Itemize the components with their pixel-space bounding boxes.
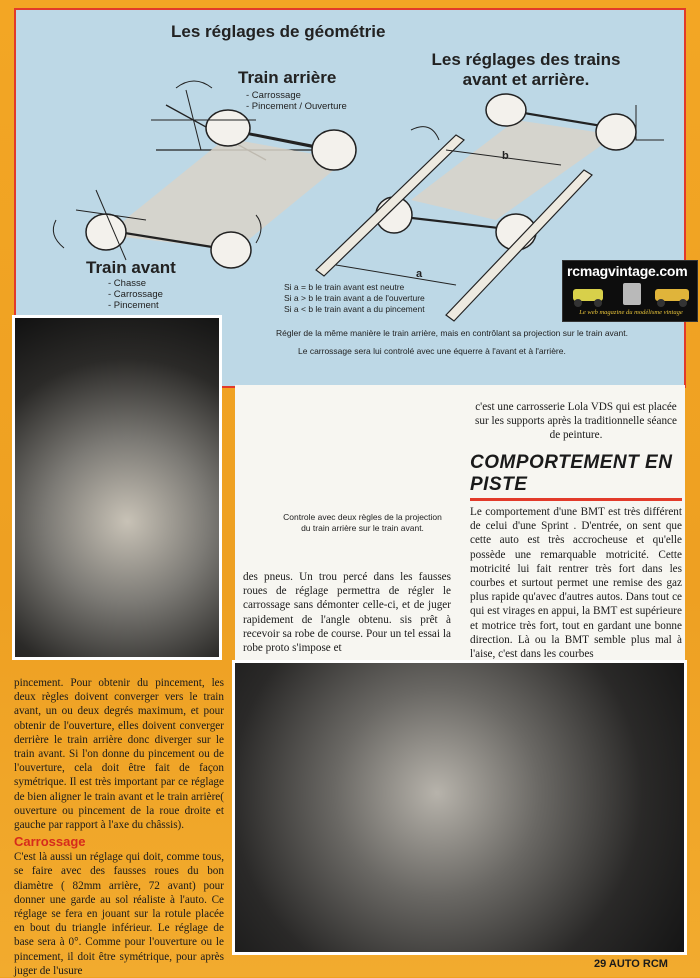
rcmagvintage-logo xyxy=(562,260,698,322)
diagram-title-trains: Les réglages des trains avant et arrière. xyxy=(431,50,621,89)
diagram-title: Les réglages de géométrie xyxy=(171,22,386,41)
logo-subtitle: Le web magazine du modélisme vintage xyxy=(579,309,683,316)
photo-car-ruler xyxy=(12,315,222,660)
paragraph: c'est une carrosserie Lola VDS qui est placée sur les supports après la traditionnelle séance de peinture. xyxy=(475,401,677,442)
page-footer: 29 AUTO RCM xyxy=(594,958,668,970)
label-train-arriere-items: - Carrossage - Pincement / Ouverture xyxy=(246,90,347,112)
note-rear-projection: Régler de la même manière le train arrière, mais en contrôlant sa projection sur le train avant. xyxy=(276,328,628,338)
photo-engine-closeup xyxy=(232,660,687,955)
logo-title: rcmagvintage.com xyxy=(567,263,688,279)
wheel-right-rear-right xyxy=(596,114,636,150)
label-train-avant: Train avant xyxy=(86,258,176,277)
text-comportement xyxy=(470,505,682,661)
wheel-front-left xyxy=(86,214,126,250)
wheel-rear-right xyxy=(312,130,356,170)
note-rules: Si a = b le train avant est neutre Si a > b le train avant a de l'ouverture Si a < b le train avant a du pincement xyxy=(284,282,425,314)
label-a: a xyxy=(416,268,423,280)
note-camber: Le carrossage sera lui controlé avec une équerre à l'avant et à l'arrière. xyxy=(298,346,566,356)
paragraph: C'est là aussi un réglage qui doit, comme tous, se faire avec des fausses roues du bon diamètre ( 82mm arrière, 72 avant) pour donner une garde au sol réaliste à l'auto. Ce réglage se fera en jouant sur la rotule placée en bout du triangle inférieur. Le réglage de base sera à 0°. Comme pour l'ouverture ou le pincement, il doit être symétrique, pour après juger de l'usure xyxy=(14,851,224,977)
section-heading: COMPORTEMENT EN PISTE xyxy=(470,452,682,501)
text-carrosserie xyxy=(470,400,682,443)
label-b: b xyxy=(502,150,509,162)
wheel-right-rear-left xyxy=(486,94,526,126)
text-pneus xyxy=(243,570,451,655)
paragraph: Le comportement d'une BMT est très différent de celui d'une Sprint . D'entrée, on sent que cette auto est très accrocheuse et qu'elle possède une remarquable motricité. Cette motricité lui fait rentrer très fort dans les courbes et surtout permet une remise des gaz plus rapide qu'avec d'autres autos. Dans tout ce qui est virages en appui, la BMT est supérieure et motrice très fort, tout en gardant une bonne direction. Là ou la BMT semble plus mal à l'aise, c'est dans les courbes xyxy=(470,506,682,661)
paragraph: pincement. Pour obtenir du pincement, les deux règles doivent converger vers le train avant, un ou deux degrés maximum, et pour obtenir de l'ouverture, elles doivent converger derrière le train arrière donc diverger sur le train avant. Si l'on donne du pincement ou de l'ouverture, cela doit être fait de façon symétrique. Il est très important par ce réglage de bien aligner le train avant et le train arrière( ouverture ou pincement de la roue droite et gauche par rapport à l'axe du châssis). xyxy=(14,677,224,832)
note-two-rulers: Controle avec deux règles de la projection du train arrière sur le train avant. xyxy=(283,512,442,533)
label-train-avant-items: - Chasse - Carrossage - Pincement xyxy=(108,278,163,311)
paragraph: des pneus. Un trou percé dans les fausses roues de réglage permettra de régler le carrossage sans démonter celle-ci, et de juger rapidement de l'angle obtenu. sis prêt à recevoir sa robe de course. Pour un tel essai la robe proto s'impose et xyxy=(243,571,451,655)
wheel-rear-left xyxy=(206,110,250,146)
subheading-carrossage: Carrossage xyxy=(14,834,86,850)
wheel-front-right xyxy=(211,232,251,268)
text-pincement xyxy=(14,676,224,978)
label-train-arriere: Train arrière xyxy=(238,68,337,87)
ground-band-right xyxy=(411,120,616,220)
